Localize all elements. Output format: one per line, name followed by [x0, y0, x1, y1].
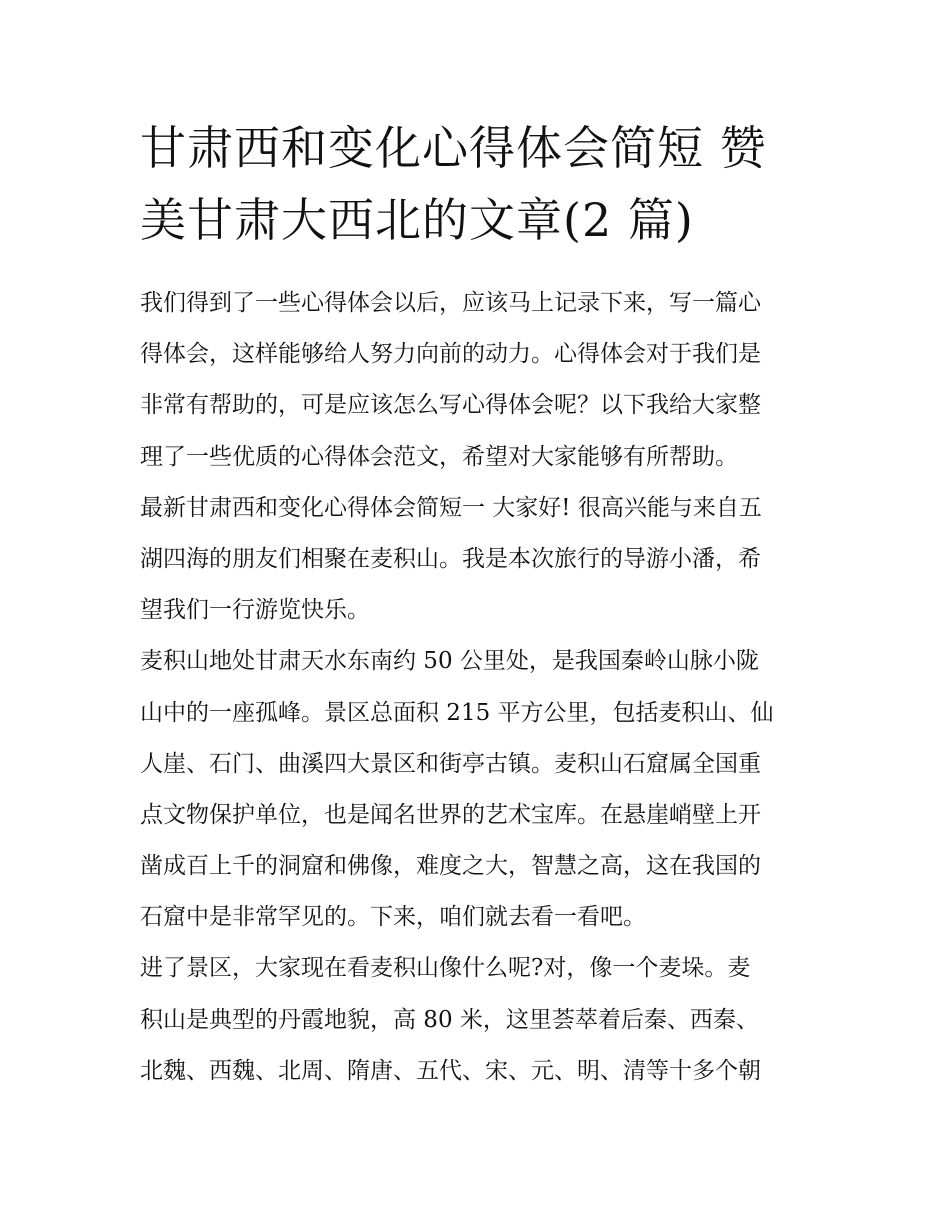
- text-line: 凿成百上千的洞窟和佛像，难度之大，智慧之高，这在我国的: [140, 853, 761, 880]
- title-line-2: 美甘肃大西北的文章(2 篇): [140, 193, 694, 247]
- paragraph-greeting: [140, 483, 812, 637]
- paragraph-scenery: [140, 943, 812, 1097]
- text-line: 麦积山地处甘肃天水东南约 50 公里处，是我国秦岭山脉小陇: [140, 648, 759, 675]
- text-line: 积山是典型的丹霞地貌，高 80 米，这里荟萃着后秦、西秦、: [140, 1006, 759, 1033]
- text-line: 我们得到了一些心得体会以后，应该马上记录下来，写一篇心: [140, 290, 761, 316]
- text-line: 点文物保护单位，也是闻名世界的艺术宝库。在悬崖峭壁上开: [140, 801, 761, 828]
- text-line: 得体会，这样能够给人努力向前的动力。心得体会对于我们是: [140, 341, 761, 368]
- text-line: 石窟中是非常罕见的。下来，咱们就去看一看吧。: [140, 904, 646, 931]
- text-line: 最新甘肃西和变化心得体会简短一 大家好! 很高兴能与来自五: [140, 494, 762, 521]
- text-line: 非常有帮助的，可是应该怎么写心得体会呢？以下我给大家整: [140, 392, 761, 419]
- title-line-1: 甘肃西和变化心得体会简短 赞: [140, 121, 767, 175]
- text-line: 湖四海的朋友们相聚在麦积山。我是本次旅行的导游小潘，希: [140, 545, 761, 572]
- paragraph-intro: [140, 278, 812, 483]
- document-title: [140, 112, 820, 256]
- paragraph-location: [140, 636, 812, 943]
- document-body: [140, 278, 812, 1097]
- text-line: 北魏、西魏、北周、隋唐、五代、宋、元、明、清等十多个朝: [140, 1057, 761, 1084]
- text-line: 望我们一行游览快乐。: [140, 597, 370, 624]
- text-line: 进了景区，大家现在看麦积山像什么呢?对，像一个麦垛。麦: [140, 955, 751, 982]
- text-line: 理了一些优质的心得体会范文，希望对大家能够有所帮助。: [140, 443, 738, 470]
- text-line: 人崖、石门、曲溪四大景区和街亭古镇。麦积山石窟属全国重: [140, 750, 761, 777]
- text-line: 山中的一座孤峰。景区总面积 215 平方公里，包括麦积山、仙: [140, 699, 774, 726]
